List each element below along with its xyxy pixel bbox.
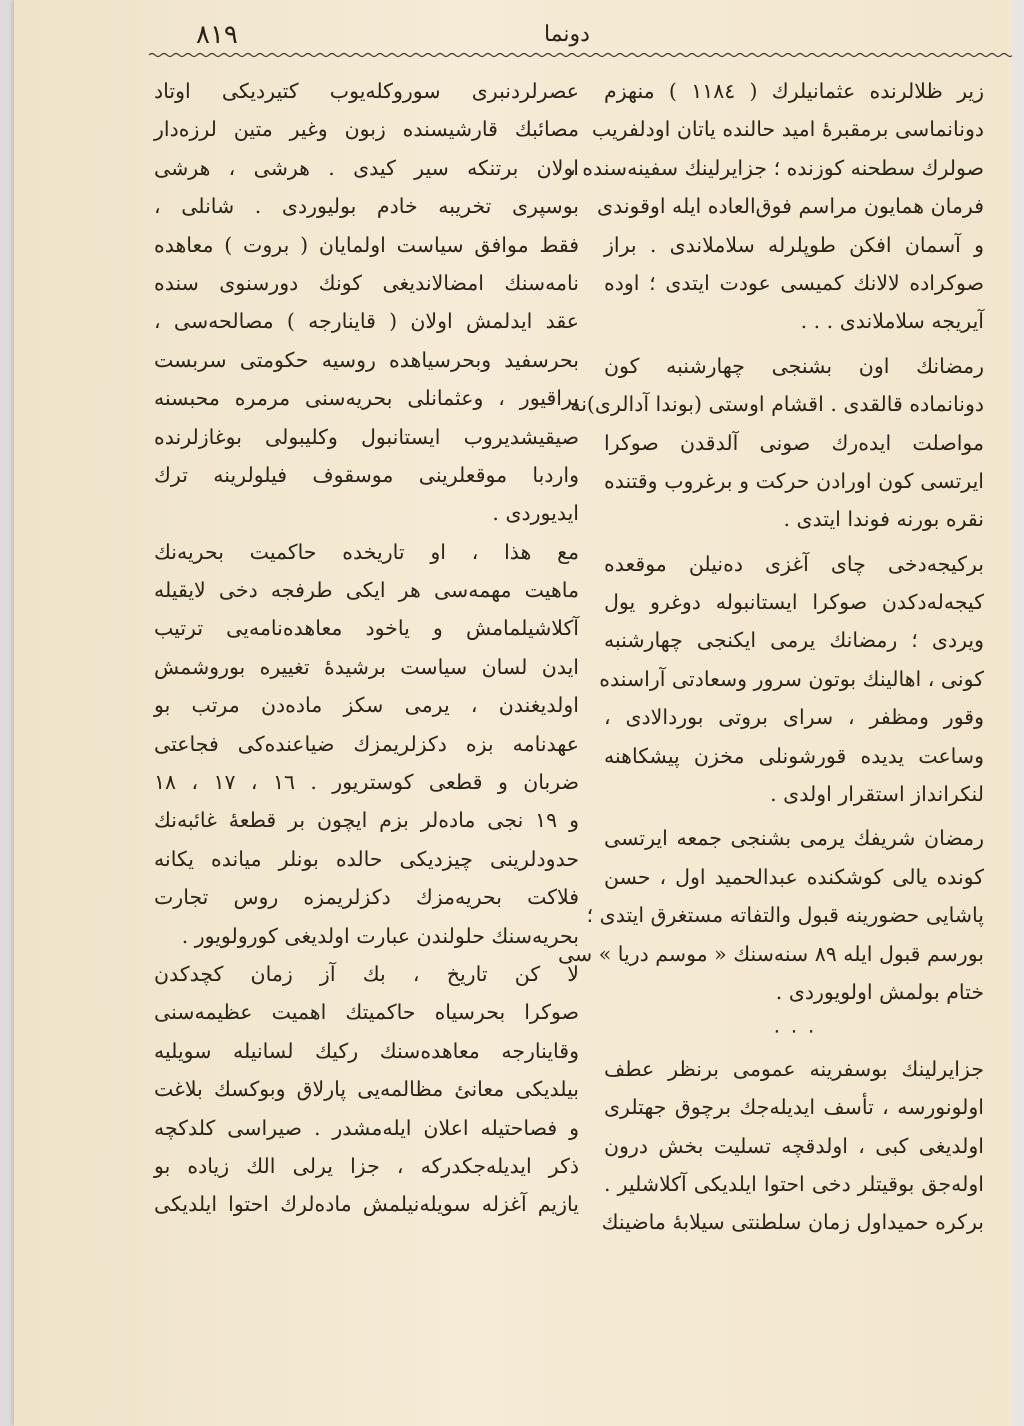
text-line: و فصاحتيله اعلان ايله‌مشدر . صيراسى كلدكچه	[154, 1115, 579, 1140]
text-line: عقد ايدلمش اولان ( قاينارجه ) مصالحه‌سى ،	[154, 309, 579, 334]
text-line: بركيجه‌دخى چاى آغزى ده‌نيلن موقعده	[604, 551, 984, 576]
text-line: ذكر ايديله‌جكدركه ، جزا يرلى الك زياده بو	[154, 1153, 579, 1178]
running-title: دونما	[544, 22, 590, 47]
text-line: اولان برتنكه سير كيدى . هرشى ، هرشى	[154, 155, 579, 180]
text-line: وقور ومظفر ، سراى بروتى بوردالادى ،	[604, 705, 984, 730]
text-line: اولديغندن ، يرمى سكز ماده‌دن مرتب بو	[154, 693, 579, 718]
text-line: ماهيت مهمه‌سى هر ايكى طرفجه دخى لايقيله	[154, 578, 579, 603]
page-number: ٨١٩	[196, 20, 238, 50]
paragraph	[599, 545, 984, 814]
section-separator: ٠ ٠ ٠	[771, 1018, 817, 1043]
text-line: فقط موافق سياست اولمايان ( بروت ) معاهده	[154, 232, 579, 257]
text-line: بحريه‌سنك حلولندن عبارت اولديغى كورولويور .	[181, 923, 579, 948]
text-line: آيريجه سلاملاندى . . .	[800, 309, 984, 334]
text-line: ايديوردى .	[492, 501, 579, 526]
text-line: و ١٩ نجى ماده‌لر بزم ايچون بر قطعهٔ غائبه‌نك	[154, 808, 579, 833]
text-line: ايدن لسان سياست برشيدهٔ تغييره بوروشمش	[154, 654, 579, 679]
text-line: ضربان و قطعى كوستريور . ١٦ ، ١٧ ، ١٨	[154, 770, 579, 795]
text-line: يازيم آغزله سويله‌نيلمش ماده‌لرك احتوا ايلديكى	[154, 1192, 579, 1217]
scan-edge	[1012, 0, 1024, 1426]
text-line: رمضان شريفك يرمى بشنجى جمعه ايرتسى	[604, 826, 984, 851]
text-line: اوله‌جق بوقيتلر دخى احتوا ايلديكى آكلاشلير .	[604, 1171, 984, 1196]
paragraph	[154, 533, 579, 955]
paragraph	[601, 1050, 984, 1242]
text-line: آكلاشيلمامش و ياخود معاهده‌نامه‌يى ترتيب	[154, 616, 579, 641]
text-line: مع هذا ، او تاريخده حاكميت بحريه‌نك	[154, 539, 579, 564]
text-line: نامه‌سنك امضالانديغى كونك دورسنوى سنده	[154, 270, 579, 295]
text-line: ختام بولمش اولويوردى .	[775, 979, 984, 1004]
text-line: بوسپرى تخريبه خادم بوليوردى . شانلى ،	[154, 194, 579, 219]
text-line: لا كن تاريخ ، بك آز زمان كچدكدن	[154, 961, 579, 986]
text-line: وقاينارجه معاهده‌سنك ركيك لسانيله سويليه‌	[154, 1038, 579, 1063]
text-line: بورسم قبول ايله ٨٩ سنه‌سنك « موسم دريا » سى	[557, 941, 984, 966]
text-line: پاشايى حضورينه قبول والتفاته مستغرق ايتدى ؛	[586, 903, 984, 928]
paragraph	[154, 955, 579, 1224]
text-line: عهدنامه بزه دكزلريمزك ضياعنده‌كى فجاعتى	[154, 731, 579, 756]
text-line: براقيور ، وعثمانلى بحريه‌سنى مرمره محبسنه	[154, 386, 579, 411]
paragraph	[557, 819, 984, 1011]
text-line: فلاكت بحريه‌مزك دكزلريمزه روس تجارت	[154, 885, 579, 910]
text-line: رمضانك اون بشنجى چهارشنبه كون	[604, 353, 984, 378]
text-line: كونى ، اهالينك بوتون سرور وسعادتى آراسنده	[599, 666, 984, 691]
text-line: لنكرانداز استقرار اولدى .	[770, 782, 984, 807]
text-line: جزايرلينك بوسفرينه عمومى برنظر عطف	[604, 1056, 984, 1081]
text-line: زير ظلالرنده عثمانيلرك ( ١١٨٤ ) منهزم	[604, 79, 984, 103]
text-line: صيقيشديروب ايستانبول وكليبولى بوغازلرنده	[154, 424, 579, 449]
text-line: حدودلرينى چيزديكى حالده بونلر ميانده يكانه	[154, 846, 579, 871]
text-line: مواصلت ايده‌رك صونى آلدقدن صوكرا	[604, 430, 984, 455]
text-column-right	[557, 72, 984, 1242]
text-line: اولونورسه ، تأسف ايديله‌جك برچوق جهتلرى	[604, 1095, 984, 1120]
text-line: كونده يالى كوشكنده عبدالحميد اول ، حسن	[604, 864, 984, 889]
text-line: كيجه‌له‌دكدن صوكرا ايستانبوله دوغرو يول	[604, 590, 984, 615]
text-line: و آسمان افكن طوپلرله سلاملاندى . براز	[604, 232, 984, 257]
text-column-left	[154, 72, 579, 1224]
text-line: عصرلردنبرى سوروكله‌يوب كتيرديكى اوتاد	[154, 79, 579, 103]
text-line: مصائبك قارشيسنده زبون وغير متين لرزه‌دار	[154, 117, 579, 142]
text-line: ايرتسى كون اورادن حركت و برغروب وقتنده	[604, 468, 984, 493]
paragraph	[569, 72, 984, 341]
text-line: فرمان همايون مراسم فوق‌العاده ايله اوقوندى	[597, 194, 984, 219]
header-wavy-rule	[149, 50, 1009, 60]
text-line: بركره حميداول زمان سلطنتى سيلابهٔ ماضينك	[601, 1210, 984, 1235]
text-line: نقره بورنه فوندا ايتدى .	[783, 507, 984, 532]
text-line: واردبا موقعلرينى موسقوف فيلولرينه ترك	[154, 462, 579, 487]
text-line: دونانماسى برمقبرهٔ اميد حالنده ياتان اودلفريب	[591, 117, 984, 142]
text-line: دونانماده قالقدى . اقشام اوستى (بوندا آدالرى)نه	[570, 392, 984, 417]
text-line: بيلديكى معانئ مظالمه‌يى پارلاق وبوكسك بلاغت	[154, 1077, 579, 1102]
text-line: اولديغى كبى ، اولدقچه تسليت بخش درون	[604, 1133, 984, 1158]
paragraph	[154, 72, 579, 533]
text-line: وساعت يديده قورشونلى مخزن پيشكاهنه	[604, 743, 984, 768]
text-line: صوكرا بحرسياه حاكميتك اهميت عظيمه‌سنى	[154, 1000, 579, 1025]
paragraph	[570, 347, 984, 539]
text-line: بحرسفيد وبحرسياهده روسيه حكومتى سربست	[154, 347, 579, 372]
text-line: ويردى ؛ رمضانك يرمى ايكنجى چهارشنبه	[604, 628, 984, 653]
text-line: صولرك سطحنه كوزنده ؛ جزايرلينك سفينه‌سنده ،	[569, 155, 984, 180]
book-page	[14, 0, 1012, 1426]
text-line: صوكراده لالانك كميسى عودت ايتدى ؛ اوده	[604, 270, 984, 295]
